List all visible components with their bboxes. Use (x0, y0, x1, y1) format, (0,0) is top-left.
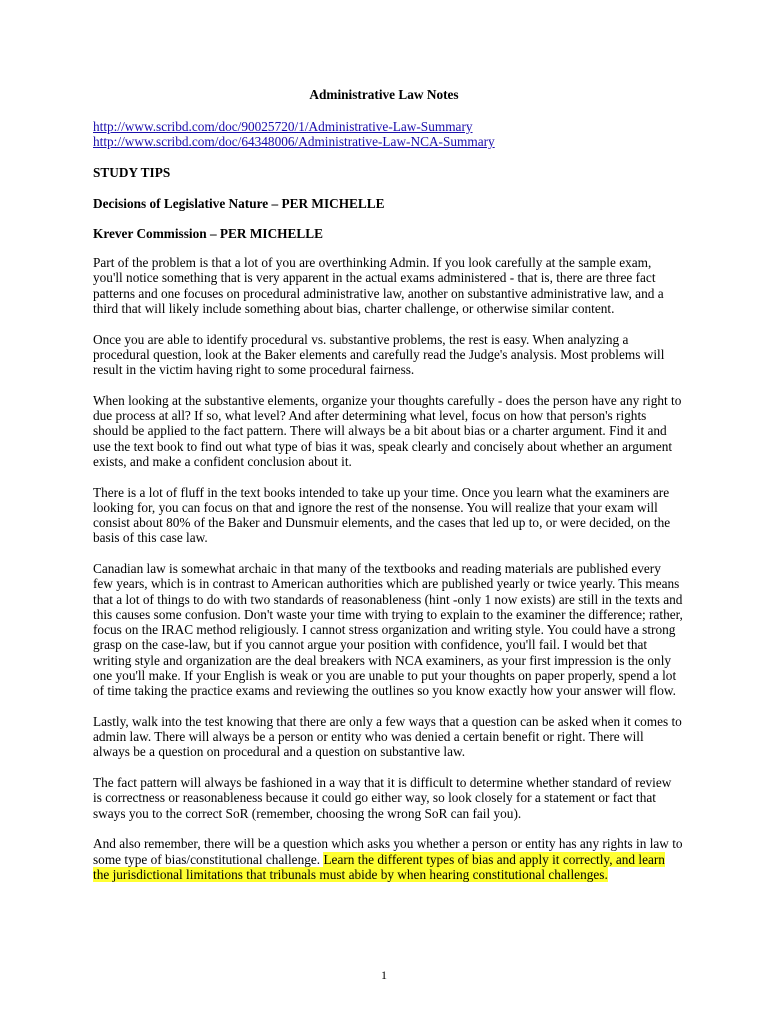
notes-body (93, 255, 683, 898)
final-paragraph-text: And also remember, there will be a question which asks you whether a person or entity has any rights in law to some type of bias/constitutional challenge. (93, 836, 683, 867)
final-paragraph (93, 836, 683, 882)
paragraph: Lastly, walk into the test knowing that there are only a few ways that a question can be asked when it comes to admin law. There will always be a person or entity who was denied a certain benefit or right. There will always be a question on procedural and a question on substantive law. (93, 713, 682, 760)
legislative-heading: Decisions of Legislative Nature – PER MICHELLE (93, 196, 385, 211)
page-number: 1 (381, 968, 387, 982)
paragraph: The fact pattern will always be fashioned in a way that it is difficult to determine whether standard of review is correctness or reasonableness because it could go either way, so look closely for a statement or fact that sways you to the correct SoR (remember, choosing the wrong SoR can fail you). (93, 775, 672, 821)
paragraph: When looking at the substantive elements, organize your thoughts carefully - does the person have any right to due process at all? If so, what level? And after determining what level, focus on how that person's rights should be applied to the fact pattern. There will always be a bit about bias or a charter argument. Find it and use the text book to find out what type of bias it was, speak clearly and concisely about whether an argument exists, and make a confident conclusion about it. (93, 392, 682, 469)
highlighted-text: Learn the different types of bias and apply it correctly, and learn the jurisdictional limitations that tribunals must abide by when hearing constitutional challenges. (93, 851, 665, 882)
paragraph: Part of the problem is that a lot of you are overthinking Admin. If you look carefully at the sample exam, you'll notice something that is very apparent in the actual exams administered - that is, there are three fact patterns and one focuses on procedural administrative law, another on substantive administrative law, and a third that will likely include something about bias, charter challenge, or otherwise similar content. (93, 255, 664, 316)
paragraph: Once you are able to identify procedural vs. substantive problems, the rest is easy. When analyzing a procedural question, look at the Baker elements and carefully read the Judge's analysis. Most problems will result in the victim having right to some procedural fairness. (93, 331, 665, 377)
krever-heading: Krever Commission – PER MICHELLE (93, 226, 323, 241)
summary-link-1[interactable]: http://www.scribd.com/doc/90025720/1/Administrative-Law-Summary (93, 119, 473, 134)
document-title: Administrative Law Notes (309, 87, 459, 102)
study-tips-heading: STUDY TIPS (93, 165, 171, 180)
paragraph: Canadian law is somewhat archaic in that many of the textbooks and reading materials are published every few years, which is in contrast to American authorities which are published yearly or twice yearly. This means that a lot of things to do with two standards of reasonableness (hint -only 1 now exists) are still in the texts and this causes some confusion. Don't waste your time with trying to explain to the examiner the difference; rather, focus on the IRAC method religiously. I cannot stress organization and writing style. You could have a strong grasp on the case-law, but if you cannot argue your position with confidence, you'll fail. I would bet that writing style and organization are the deal breakers with NCA examiners, as your first impression is the only one you'll make. If your English is weak or you are unable to put your thoughts on paper properly, spend a lot of time taking the practice exams and reviewing the outlines so you know exactly how your answer will flow. (93, 561, 683, 698)
paragraph: There is a lot of fluff in the text books intended to take up your time. Once you learn what the examiners are looking for, you can focus on that and ignore the rest of the nonsense. You will realize that your exam will consist about 80% of the Baker and Dunsmuir elements, and the cases that led up to, or were decided, on the basis of this case law. (93, 484, 671, 546)
summary-link-2[interactable]: http://www.scribd.com/doc/64348006/Administrative-Law-NCA-Summary (93, 134, 495, 149)
reference-links (93, 119, 495, 149)
